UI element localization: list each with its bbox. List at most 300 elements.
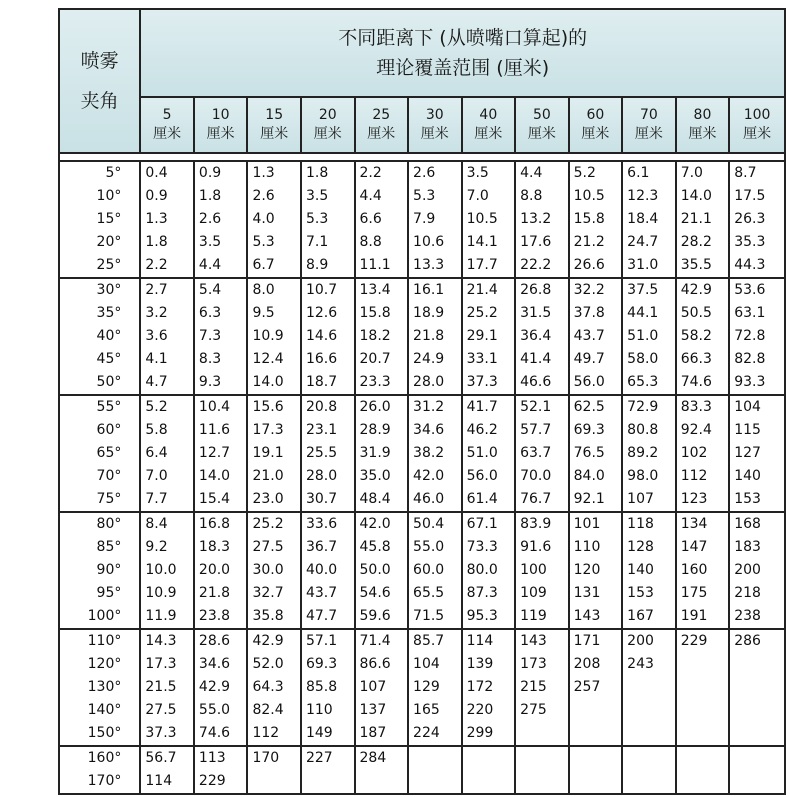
coverage-value: 7.0 [145,468,168,484]
coverage-value: 1.3 [252,165,275,181]
coverage-value: 6.3 [198,305,222,321]
coverage-cell [729,629,785,746]
coverage-value: 12.6 [305,305,338,321]
coverage-cell [622,746,676,794]
coverage-value: 172 [466,679,494,695]
coverage-value: 35.8 [252,608,284,624]
coverage-value: 3.5 [305,188,329,204]
coverage-value: 20.0 [198,562,231,578]
coverage-value: 168 [734,516,761,532]
coverage-value: 73.3 [466,539,498,555]
coverage-value: 98.0 [627,468,659,484]
coverage-value: 76.7 [520,491,552,507]
distance-unit: 厘米 [688,126,717,142]
coverage-value: 82.8 [734,351,766,367]
coverage-value: 6.4 [145,445,168,461]
angle-cell [59,161,140,278]
angle-cell [59,512,140,629]
spray-angle-value: 100° [87,608,122,624]
coverage-value: 107 [359,679,387,695]
coverage-value: 26.6 [573,257,605,273]
coverage-value: 220 [466,702,494,718]
coverage-cell [515,161,569,278]
angle-group-row [59,746,785,794]
distance-unit: 厘米 [634,126,663,142]
coverage-value: 46.0 [413,491,445,507]
coverage-value: 57.7 [520,422,552,438]
coverage-cell [729,746,785,794]
distance-value: 70 [640,107,658,123]
coverage-cell [247,395,301,512]
coverage-value: 43.7 [305,585,338,601]
distance-value: 100 [743,107,771,123]
coverage-value: 5.2 [145,399,168,415]
coverage-value: 51.0 [627,328,659,344]
coverage-value: 37.3 [466,374,498,390]
coverage-value: 140 [734,468,761,484]
coverage-cell [247,161,301,278]
coverage-value: 119 [520,608,547,624]
distance-header-cell [194,97,248,153]
spray-angle-value: 20° [96,234,122,250]
coverage-value: 34.6 [413,422,445,438]
coverage-value: 12.3 [627,188,659,204]
coverage-value: 0.4 [145,165,168,181]
coverage-value: 9.3 [198,374,222,390]
coverage-cell [569,512,623,629]
coverage-cell [462,161,516,278]
coverage-value: 31.5 [520,305,552,321]
coverage-value: 60.0 [413,562,445,578]
coverage-value: 8.3 [198,351,222,367]
coverage-value: 82.4 [252,702,284,718]
spray-angle-value: 140° [87,702,122,718]
coverage-cell [140,395,194,512]
coverage-value: 30.7 [305,491,338,507]
coverage-cell [355,395,409,512]
coverage-value: 140 [627,562,654,578]
coverage-value: 3.2 [145,305,168,321]
coverage-cell [301,746,355,794]
spray-angle-value: 70° [96,468,122,484]
coverage-value: 53.6 [734,282,766,298]
distance-value: 20 [318,107,337,123]
coverage-value: 26.8 [520,282,552,298]
coverage-value: 71.4 [359,633,391,649]
coverage-cell [140,629,194,746]
coverage-table-wrapper [58,8,786,795]
coverage-value: 171 [573,633,601,649]
coverage-value: 71.5 [413,608,445,624]
coverage-value: 17.6 [520,234,552,250]
coverage-value: 10.6 [413,234,445,250]
coverage-value: 14.1 [466,234,498,250]
coverage-cell [515,278,569,395]
coverage-value: 14.0 [680,188,712,204]
coverage-value: 52.1 [520,399,552,415]
coverage-value: 62.5 [573,399,605,415]
coverage-value: 167 [627,608,654,624]
coverage-value: 200 [627,633,654,649]
spray-angle-value: 35° [96,305,122,321]
coverage-value: 26.0 [359,399,391,415]
angle-group-row [59,278,785,395]
angle-cell [59,629,140,746]
coverage-value: 8.7 [734,165,757,181]
coverage-value: 89.2 [627,445,659,461]
coverage-value: 10.5 [466,211,498,227]
angle-group-row [59,161,785,278]
coverage-value: 65.5 [413,585,445,601]
coverage-value: 2.6 [252,188,275,204]
coverage-value: 21.2 [573,234,605,250]
coverage-value: 35.3 [734,234,766,250]
coverage-cell [247,629,301,746]
coverage-value: 3.5 [198,234,222,250]
coverage-value: 153 [627,585,654,601]
coverage-value: 14.3 [145,633,177,649]
coverage-value: 80.0 [466,562,498,578]
spray-angle-value: 5° [105,165,122,181]
coverage-value: 8.9 [305,257,329,273]
coverage-value: 10.5 [573,188,605,204]
spray-angle-label-line1: 喷雾 [80,50,119,72]
angle-cell [59,395,140,512]
spray-angle-value: 170° [87,773,122,789]
table-title [140,9,785,97]
coverage-value: 21.5 [145,679,177,695]
coverage-value: 143 [573,608,601,624]
distance-header-cell [729,97,785,153]
coverage-value: 80.8 [627,422,659,438]
coverage-value: 58.2 [680,328,712,344]
coverage-value: 44.3 [734,257,766,273]
coverage-cell [408,278,462,395]
distance-header-cell [301,97,355,153]
table-body [59,153,785,794]
distance-value: 40 [479,107,498,123]
coverage-cell [408,629,462,746]
coverage-value: 5.2 [573,165,596,181]
coverage-value: 16.6 [305,351,338,367]
coverage-value: 25.2 [466,305,498,321]
spray-angle-value: 90° [96,562,122,578]
coverage-value: 215 [520,679,547,695]
distance-unit: 厘米 [581,126,610,142]
coverage-value: 14.0 [198,468,231,484]
coverage-value: 27.5 [145,702,177,718]
coverage-value: 8.0 [252,282,275,298]
distance-unit: 厘米 [527,126,556,142]
coverage-cell [247,278,301,395]
spray-angle-value: 95° [96,585,122,601]
spray-angle-value: 160° [87,750,122,766]
coverage-cell [515,746,569,794]
spray-angle-value: 10° [96,188,122,204]
coverage-value: 147 [680,539,708,555]
coverage-value: 35.0 [359,468,391,484]
coverage-value: 56.0 [466,468,498,484]
coverage-value: 33.6 [305,516,338,532]
coverage-value: 14.6 [305,328,338,344]
coverage-value: 4.4 [359,188,382,204]
coverage-cell [408,395,462,512]
coverage-value: 95.3 [466,608,498,624]
coverage-value: 110 [305,702,333,718]
coverage-value: 32.7 [252,585,284,601]
coverage-value: 31.2 [413,399,445,415]
coverage-cell [140,512,194,629]
spray-angle-header [59,9,140,153]
header-gap-row [59,153,785,161]
coverage-value: 23.8 [198,608,231,624]
angle-cell [59,278,140,395]
coverage-value: 229 [198,773,226,789]
coverage-value: 153 [734,491,761,507]
coverage-value: 118 [627,516,654,532]
distance-unit: 厘米 [206,126,235,142]
coverage-value: 208 [573,656,601,672]
coverage-value: 37.5 [627,282,659,298]
coverage-value: 183 [734,539,761,555]
coverage-cell [194,161,248,278]
coverage-value: 27.5 [252,539,284,555]
spray-angle-value: 65° [96,445,122,461]
coverage-value: 4.0 [252,211,275,227]
coverage-value: 10.0 [145,562,177,578]
coverage-value: 2.2 [145,257,168,273]
coverage-cell [729,278,785,395]
coverage-value: 2.2 [359,165,382,181]
coverage-cell [569,278,623,395]
coverage-value: 7.7 [145,491,168,507]
coverage-value: 85.7 [413,633,445,649]
coverage-value: 0.9 [198,165,222,181]
distance-unit: 厘米 [313,126,342,142]
coverage-value: 58.0 [627,351,659,367]
coverage-value: 123 [680,491,708,507]
coverage-value: 143 [520,633,547,649]
coverage-value: 46.2 [466,422,498,438]
coverage-value: 23.1 [305,422,338,438]
coverage-value: 69.3 [573,422,605,438]
coverage-value: 286 [734,633,761,649]
title-line2: 理论覆盖范围 (厘米) [376,57,550,79]
coverage-value: 218 [734,585,761,601]
coverage-value: 299 [466,725,494,741]
coverage-value: 93.3 [734,374,766,390]
coverage-cell [194,746,248,794]
angle-group-row [59,395,785,512]
coverage-value: 36.4 [520,328,552,344]
spray-angle-value: 150° [87,725,122,741]
coverage-value: 112 [680,468,708,484]
coverage-value: 18.7 [305,374,338,390]
distance-value: 30 [425,107,444,123]
coverage-value: 129 [413,679,440,695]
coverage-table [58,8,786,795]
coverage-value: 22.2 [520,257,552,273]
coverage-value: 137 [359,702,387,718]
coverage-value: 7.3 [198,328,222,344]
coverage-value: 64.3 [252,679,284,695]
coverage-value: 6.1 [627,165,650,181]
spray-angle-value: 60° [96,422,122,438]
coverage-value: 67.1 [466,516,498,532]
coverage-cell [355,161,409,278]
coverage-cell [140,161,194,278]
coverage-value: 11.1 [359,257,391,273]
coverage-value: 16.8 [198,516,231,532]
coverage-value: 17.3 [252,422,284,438]
coverage-cell [569,746,623,794]
coverage-value: 10.4 [198,399,231,415]
coverage-value: 31.0 [627,257,659,273]
coverage-value: 10.9 [145,585,177,601]
header-gap [59,153,785,161]
coverage-value: 191 [680,608,708,624]
coverage-value: 49.7 [573,351,605,367]
coverage-value: 238 [734,608,761,624]
coverage-value: 1.3 [145,211,168,227]
coverage-value: 4.4 [198,257,222,273]
coverage-value: 3.5 [466,165,489,181]
coverage-value: 42.0 [359,516,391,532]
distance-header-cell [569,97,623,153]
coverage-value: 1.8 [198,188,222,204]
coverage-value: 41.4 [520,351,552,367]
coverage-value: 28.0 [305,468,338,484]
coverage-cell [676,278,730,395]
coverage-cell [301,161,355,278]
spray-angle-value: 75° [96,491,122,507]
coverage-value: 50.0 [359,562,391,578]
coverage-value: 17.3 [145,656,177,672]
coverage-value: 10.9 [252,328,284,344]
coverage-cell [247,512,301,629]
coverage-value: 44.1 [627,305,659,321]
coverage-cell [301,395,355,512]
coverage-value: 72.9 [627,399,659,415]
coverage-value: 104 [734,399,761,415]
coverage-value: 19.1 [252,445,284,461]
distance-header-cell [462,97,516,153]
coverage-value: 51.0 [466,445,498,461]
coverage-value: 101 [573,516,601,532]
coverage-value: 11.9 [145,608,177,624]
coverage-value: 41.7 [466,399,498,415]
spray-angle-value: 15° [96,211,122,227]
coverage-value: 21.0 [252,468,284,484]
coverage-cell [515,629,569,746]
coverage-value: 16.1 [413,282,445,298]
coverage-value: 13.4 [359,282,391,298]
distance-unit: 厘米 [367,126,396,142]
coverage-value: 165 [413,702,440,718]
coverage-value: 92.4 [680,422,712,438]
coverage-value: 35.5 [680,257,712,273]
coverage-cell [622,512,676,629]
coverage-value: 6.7 [252,257,275,273]
coverage-cell [569,629,623,746]
spray-angle-value: 120° [87,656,122,672]
coverage-value: 114 [145,773,173,789]
coverage-value: 45.8 [359,539,391,555]
distance-header-cell [140,97,194,153]
coverage-value: 170 [252,750,280,766]
coverage-value: 36.7 [305,539,338,555]
coverage-value: 229 [680,633,708,649]
coverage-value: 102 [680,445,708,461]
coverage-value: 24.9 [413,351,445,367]
coverage-value: 21.8 [413,328,445,344]
coverage-cell [408,512,462,629]
coverage-cell [729,161,785,278]
coverage-value: 5.4 [198,282,222,298]
coverage-value: 131 [573,585,601,601]
coverage-cell [462,278,516,395]
coverage-value: 83.9 [520,516,552,532]
coverage-value: 7.0 [466,188,489,204]
coverage-value: 173 [520,656,547,672]
coverage-cell [301,512,355,629]
coverage-value: 149 [305,725,333,741]
coverage-cell [622,161,676,278]
coverage-value: 18.3 [198,539,231,555]
coverage-value: 42.9 [680,282,712,298]
coverage-value: 2.7 [145,282,168,298]
coverage-value: 107 [627,491,654,507]
coverage-cell [408,746,462,794]
distance-value: 25 [372,107,391,123]
spray-angle-value: 50° [96,374,122,390]
coverage-value: 14.0 [252,374,284,390]
coverage-cell [622,278,676,395]
coverage-value: 13.3 [413,257,445,273]
coverage-value: 72.8 [734,328,766,344]
coverage-value: 23.3 [359,374,391,390]
coverage-value: 114 [466,633,494,649]
coverage-cell [301,629,355,746]
coverage-value: 15.4 [198,491,231,507]
distance-header-row [59,97,785,153]
distance-header-cell [355,97,409,153]
coverage-value: 8.4 [145,516,168,532]
coverage-cell [355,746,409,794]
coverage-value: 32.2 [573,282,605,298]
coverage-value: 42.9 [198,679,231,695]
distance-value: 60 [586,107,605,123]
coverage-value: 42.9 [252,633,284,649]
coverage-value: 10.7 [305,282,338,298]
coverage-value: 0.9 [145,188,168,204]
distance-unit: 厘米 [153,126,182,142]
coverage-value: 33.1 [466,351,498,367]
coverage-value: 42.0 [413,468,445,484]
coverage-value: 9.2 [145,539,168,555]
coverage-value: 54.6 [359,585,391,601]
coverage-cell [515,395,569,512]
coverage-value: 55.0 [413,539,445,555]
distance-value: 15 [265,107,284,123]
coverage-cell [569,161,623,278]
coverage-value: 55.0 [198,702,231,718]
coverage-value: 17.7 [466,257,498,273]
coverage-value: 284 [359,750,387,766]
coverage-value: 6.6 [359,211,382,227]
coverage-value: 74.6 [198,725,231,741]
coverage-value: 56.7 [145,750,177,766]
